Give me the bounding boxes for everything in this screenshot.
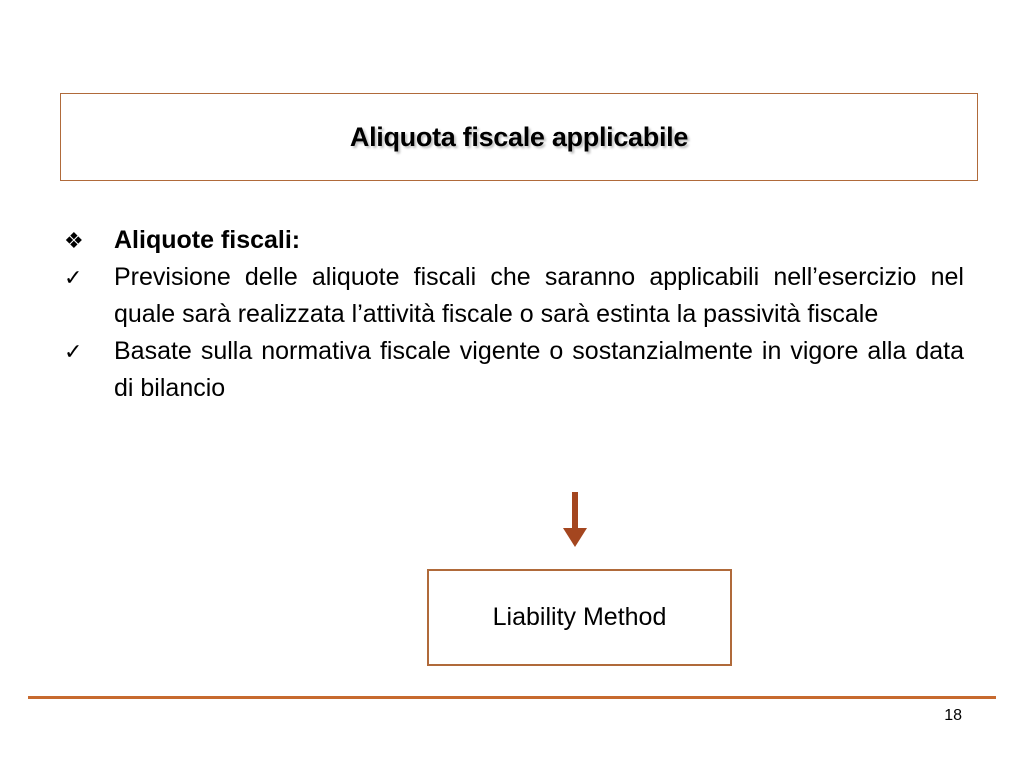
diamond-bullet-icon: ❖ bbox=[64, 228, 84, 253]
title-box bbox=[60, 93, 978, 181]
liability-method-box bbox=[427, 569, 732, 666]
bullet-item bbox=[62, 259, 964, 333]
down-arrow-icon bbox=[562, 492, 588, 548]
slide-title: Aliquota fiscale applicabile bbox=[349, 121, 689, 152]
checkmark-icon: ✓ bbox=[64, 265, 83, 290]
heading-row bbox=[62, 222, 964, 259]
heading-text: Aliquote fiscali: bbox=[114, 226, 301, 254]
bullet-item bbox=[62, 333, 964, 407]
bullet-text: Previsione delle aliquote fiscali che saranno applicabili nell’esercizio nel quale sarà realizzata l’attività fiscale o sarà estinta la passività fiscale bbox=[114, 263, 964, 328]
liability-method-label: Liability Method bbox=[492, 603, 667, 631]
footer-divider bbox=[28, 696, 996, 699]
page-number: 18 bbox=[944, 707, 962, 724]
slide-content bbox=[62, 222, 964, 407]
checkmark-icon: ✓ bbox=[64, 339, 83, 364]
bullet-text: Basate sulla normativa fiscale vigente o sostanzialmente in vigore alla data di bilancio bbox=[114, 337, 964, 402]
